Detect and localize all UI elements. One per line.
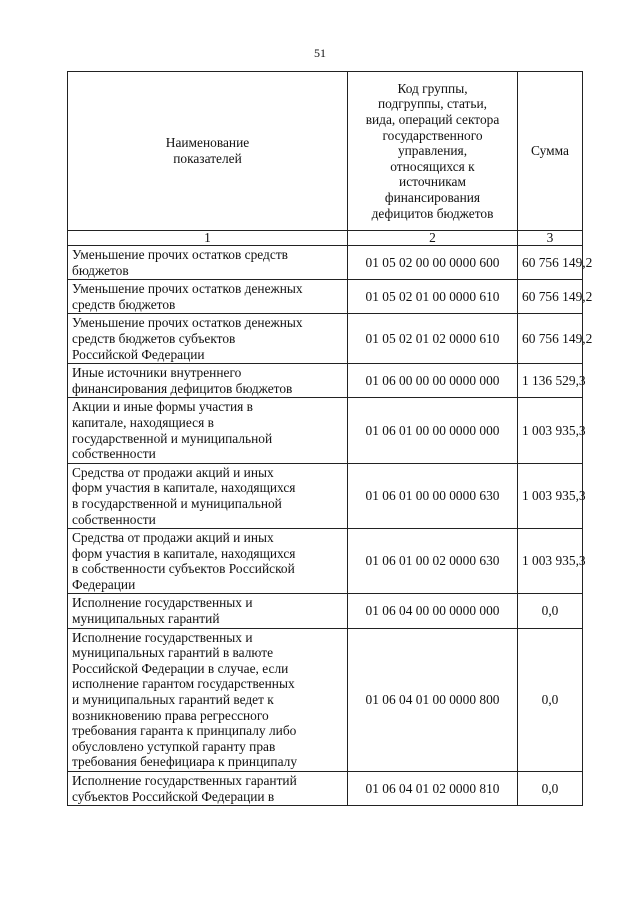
row-amount: 1 003 935,3 xyxy=(518,398,583,463)
table-row xyxy=(68,314,583,364)
table-row xyxy=(68,772,583,806)
table-row xyxy=(68,463,583,528)
row-amount: 1 003 935,3 xyxy=(518,529,583,594)
header-classification-code: Код группы, подгруппы, статьи, вида, операций сектора государственного управления, относящихся к источникам финансирования дефицитов бюджетов xyxy=(348,72,518,231)
row-amount: 0,0 xyxy=(518,772,583,806)
table-row xyxy=(68,529,583,594)
table-header-row xyxy=(68,72,583,231)
table-row xyxy=(68,594,583,628)
row-indicator-name: Исполнение государственных гарантий субъектов Российской Федерации в xyxy=(68,772,348,806)
row-indicator-name: Исполнение государственных и муниципальных гарантий xyxy=(68,594,348,628)
row-classification-code: 01 06 04 01 02 0000 810 xyxy=(348,772,518,806)
row-classification-code: 01 06 01 00 02 0000 630 xyxy=(348,529,518,594)
row-indicator-name: Акции и иные формы участия в капитале, находящиеся в государственной и муниципальной собственности xyxy=(68,398,348,463)
row-indicator-name: Уменьшение прочих остатков денежных средств бюджетов субъектов Российской Федерации xyxy=(68,314,348,364)
column-number-3: 3 xyxy=(518,231,583,246)
table-row xyxy=(68,628,583,771)
row-indicator-name: Уменьшение прочих остатков денежных средств бюджетов xyxy=(68,280,348,314)
row-indicator-name: Средства от продажи акций и иных форм участия в капитале, находящихся в государственной и муниципальной собственности xyxy=(68,463,348,528)
row-classification-code: 01 06 01 00 00 0000 630 xyxy=(348,463,518,528)
row-amount: 60 756 149,2 xyxy=(518,314,583,364)
row-classification-code: 01 06 00 00 00 0000 000 xyxy=(348,364,518,398)
financing-sources-table xyxy=(67,71,593,806)
row-indicator-name: Уменьшение прочих остатков средств бюджетов xyxy=(68,246,348,280)
table-row xyxy=(68,246,583,280)
row-indicator-name: Иные источники внутреннего финансирования дефицитов бюджетов xyxy=(68,364,348,398)
row-amount: 60 756 149,2 xyxy=(518,280,583,314)
row-classification-code: 01 06 01 00 00 0000 000 xyxy=(348,398,518,463)
row-amount: 60 756 149,2 xyxy=(518,246,583,280)
header-indicator-name: Наименование показателей xyxy=(68,72,348,231)
row-indicator-name: Исполнение государственных и муниципальных гарантий в валюте Российской Федерации в случае, если исполнение гарантом государственных и муниципальных гарантий ведет к возникновению права регрессного требования гаранта к принципалу либо обусловлено уступкой гаранту прав требования бенефициара к принципалу xyxy=(68,628,348,771)
row-amount: 1 003 935,3 xyxy=(518,463,583,528)
column-number-1: 1 xyxy=(68,231,348,246)
page-number: 51 xyxy=(314,46,326,60)
row-classification-code: 01 05 02 01 00 0000 610 xyxy=(348,280,518,314)
row-classification-code: 01 06 04 00 00 0000 000 xyxy=(348,594,518,628)
row-classification-code: 01 05 02 00 00 0000 600 xyxy=(348,246,518,280)
header-amount: Сумма xyxy=(518,72,583,231)
table-row xyxy=(68,398,583,463)
column-number-2: 2 xyxy=(348,231,518,246)
table-row xyxy=(68,280,583,314)
row-amount: 0,0 xyxy=(518,594,583,628)
row-classification-code: 01 06 04 01 00 0000 800 xyxy=(348,628,518,771)
row-amount: 1 136 529,3 xyxy=(518,364,583,398)
row-indicator-name: Средства от продажи акций и иных форм участия в капитале, находящихся в собственности субъектов Российской Федерации xyxy=(68,529,348,594)
table-row xyxy=(68,364,583,398)
row-amount: 0,0 xyxy=(518,628,583,771)
row-classification-code: 01 05 02 01 02 0000 610 xyxy=(348,314,518,364)
column-number-row xyxy=(68,231,583,246)
